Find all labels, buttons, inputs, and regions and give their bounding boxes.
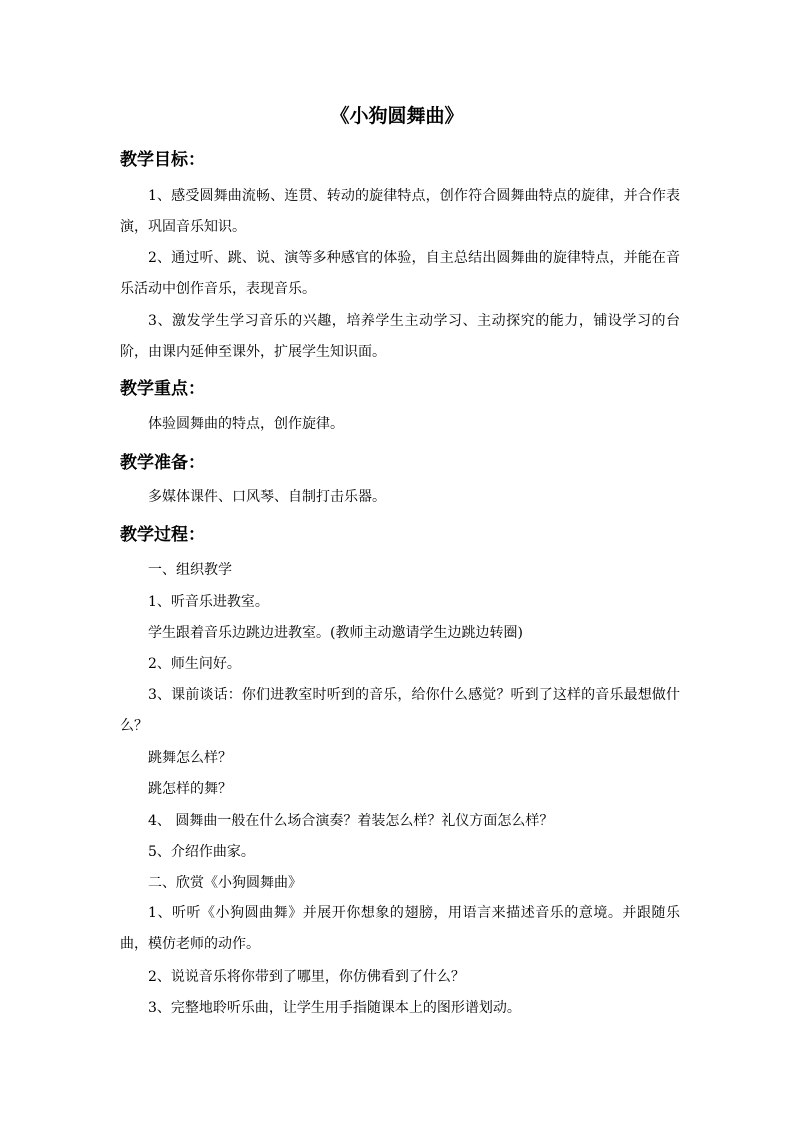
process-line-1: 一、组织教学	[148, 562, 232, 578]
key-points-text: 体验圆舞曲的特点，创作旋律。	[148, 416, 344, 432]
process-line-11: 1、听听《小狗圆曲舞》并展开你想象的翅膀，用语言来描述音乐的意境。并跟随乐曲，模仿老师的动作。	[120, 905, 680, 952]
key-points-heading: 教学重点：	[120, 379, 205, 399]
document-title: 《小狗圆舞曲》	[330, 105, 464, 127]
process-line-6: 跳舞怎么样？	[148, 750, 232, 766]
process-line-13: 3、完整地聆听乐曲，让学生用手指随课本上的图形谱划动。	[148, 1000, 521, 1016]
objective-item-2: 2、通过听、跳、说、演等多种感官的体验，自主总结出圆舞曲的旋律特点，并能在音乐活动中创作音乐，表现音乐。	[120, 250, 680, 297]
process-line-5: 3、课前谈话：你们进教室时听到的音乐，给你什么感觉？听到了这样的音乐最想做什么？	[120, 687, 680, 734]
process-line-4: 2、师生问好。	[148, 656, 241, 672]
preparation-text: 多媒体课件、口风琴、自制打击乐器。	[148, 489, 386, 505]
process-line-8: 4、 圆舞曲一般在什么场合演奏？着装怎么样？礼仪方面怎么样？	[148, 813, 554, 829]
process-line-3: 学生跟着音乐边跳边进教室。(教师主动邀请学生边跳边转圈)	[148, 625, 523, 641]
objective-item-1: 1、感受圆舞曲流畅、连贯、转动的旋律特点，创作符合圆舞曲特点的旋律，并合作表演，巩固音乐知识。	[120, 188, 680, 235]
objectives-heading: 教学目标：	[120, 150, 205, 170]
process-heading: 教学过程：	[120, 525, 205, 545]
process-line-9: 5、介绍作曲家。	[148, 844, 255, 860]
process-line-10: 二、欣赏《小狗圆舞曲》	[148, 875, 302, 891]
process-line-2: 1、听音乐进教室。	[148, 594, 269, 610]
process-line-7: 跳怎样的舞？	[148, 781, 232, 797]
objective-item-3: 3、激发学生学习音乐的兴趣，培养学生主动学习、主动探究的能力，铺设学习的台阶，由课内延伸至课外，扩展学生知识面。	[120, 313, 680, 360]
process-line-12: 2、说说音乐将你带到了哪里，你仿佛看到了什么？	[148, 969, 465, 985]
preparation-heading: 教学准备：	[120, 453, 205, 473]
